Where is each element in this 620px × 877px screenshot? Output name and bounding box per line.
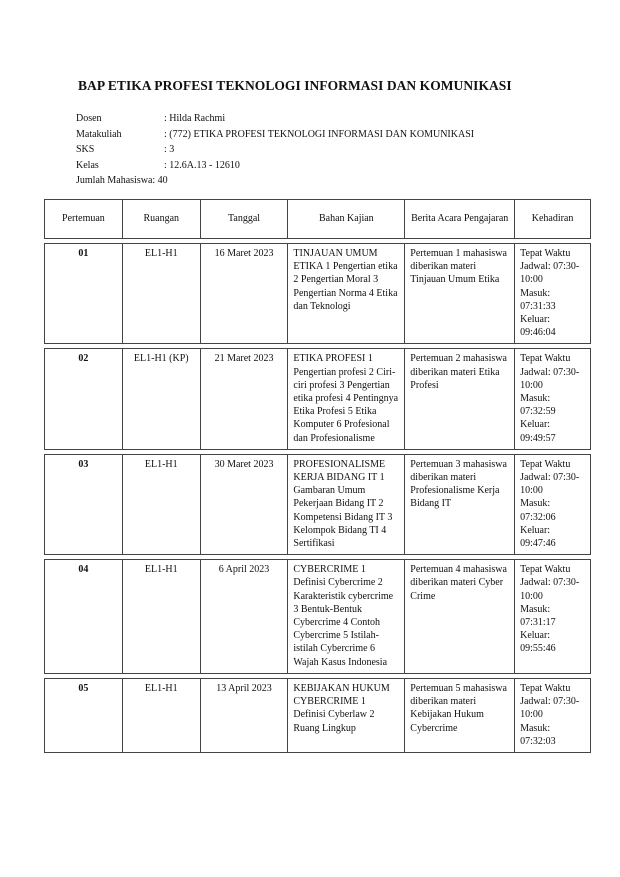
berita-acara-cell: Pertemuan 2 mahasiswa diberikan materi Etika Profesi bbox=[405, 349, 515, 449]
header-pertemuan: Pertemuan bbox=[45, 200, 123, 239]
info-row-dosen bbox=[76, 111, 474, 127]
kehadiran-keluar: Keluar: 09:47:46 bbox=[520, 524, 556, 550]
berita-acara-cell: Pertemuan 3 mahasiswa diberikan materi Profesionalisme Kerja Bidang IT bbox=[405, 454, 515, 554]
page-title: BAP ETIKA PROFESI TEKNOLOGI INFORMASI DAN KOMUNIKASI bbox=[78, 78, 512, 93]
info-value: : 12.6A.13 - 12610 bbox=[164, 159, 240, 171]
pertemuan-cell: 04 bbox=[45, 560, 123, 674]
ruangan-cell: EL1-H1 bbox=[122, 678, 200, 752]
info-row-sks bbox=[76, 142, 474, 158]
info-row-matakuliah bbox=[76, 127, 474, 143]
ruangan-cell: EL1-H1 bbox=[122, 244, 200, 344]
header-kehadiran: Kehadiran bbox=[515, 200, 591, 239]
bahan-kajian-cell: PROFESIONALISME KERJA BIDANG IT 1 Gambaran Umum Pekerjaan Bidang IT 2 Kompetensi Bidang IT 3 Kelompok Bidang TI 4 Sertifikasi bbox=[288, 454, 405, 554]
pertemuan-cell: 01 bbox=[45, 244, 123, 344]
pertemuan-cell: 03 bbox=[45, 454, 123, 554]
attendance-table bbox=[44, 199, 591, 753]
info-row-jumlah-mahasiswa bbox=[76, 173, 474, 189]
tanggal-cell: 6 April 2023 bbox=[200, 560, 288, 674]
kehadiran-cell bbox=[515, 454, 591, 554]
bahan-kajian-cell: TINJAUAN UMUM ETIKA 1 Pengertian etika 2 Pengertian Moral 3 Pengertian Norma 4 Etika dan Teknologi bbox=[288, 244, 405, 344]
kehadiran-cell bbox=[515, 244, 591, 344]
table-row bbox=[45, 560, 591, 674]
ruangan-cell: EL1-H1 bbox=[122, 454, 200, 554]
tanggal-cell: 16 Maret 2023 bbox=[200, 244, 288, 344]
kehadiran-keluar: Keluar: 09:46:04 bbox=[520, 314, 556, 339]
table-row bbox=[45, 244, 591, 344]
kehadiran-jadwal: Jadwal: 07:30-10:00 bbox=[520, 261, 580, 286]
info-label: Dosen bbox=[76, 113, 102, 124]
kehadiran-jadwal: Jadwal: 07:30-10:00 bbox=[520, 472, 580, 497]
kehadiran-status: Tepat Waktu bbox=[520, 248, 571, 259]
kehadiran-keluar: Keluar: 09:55:46 bbox=[520, 630, 556, 655]
info-label: Matakuliah bbox=[76, 128, 122, 140]
kehadiran-cell bbox=[515, 349, 591, 449]
header-ruangan: Ruangan bbox=[122, 200, 200, 239]
kehadiran-masuk: Masuk: 07:31:17 bbox=[520, 603, 556, 629]
table-row bbox=[45, 678, 591, 752]
info-row-kelas bbox=[76, 158, 474, 174]
berita-acara-cell: Pertemuan 5 mahasiswa diberikan materi Kebijakan Hukum Cybercrime bbox=[405, 678, 515, 752]
kehadiran-status: Tepat Waktu bbox=[520, 458, 571, 470]
kehadiran-status: Tepat Waktu bbox=[520, 564, 571, 576]
header-berita-acara: Berita Acara Pengajaran bbox=[405, 200, 515, 239]
kehadiran-masuk: Masuk: 07:32:59 bbox=[520, 393, 556, 418]
kehadiran-status: Tepat Waktu bbox=[520, 353, 571, 365]
tanggal-cell: 21 Maret 2023 bbox=[200, 349, 288, 449]
info-value: : 40 bbox=[152, 175, 168, 186]
info-value: : 3 bbox=[164, 144, 175, 155]
tanggal-cell: 30 Maret 2023 bbox=[200, 454, 288, 554]
ruangan-cell: EL1-H1 bbox=[122, 560, 200, 674]
header-bahan-kajian: Bahan Kajian bbox=[288, 200, 405, 239]
pertemuan-cell: 05 bbox=[45, 678, 123, 752]
kehadiran-cell bbox=[515, 560, 591, 674]
bahan-kajian-cell: ETIKA PROFESI 1 Pengertian profesi 2 Ciri-ciri profesi 3 Pengertian etika profesi 4 Pentingnya Etika Profesi 5 Etika Komputer 6 Profesional dan Profesionalisme bbox=[288, 349, 405, 449]
bahan-kajian-cell: CYBERCRIME 1 Definisi Cybercrime 2 Karakteristik cybercrime 3 Bentuk-Bentuk Cybercrime 4 Contoh Cybercrime 5 Istilah-istilah Cybercrime 6 Wajah Kasus Indonesia bbox=[288, 560, 405, 674]
kehadiran-jadwal: Jadwal: 07:30-10:00 bbox=[520, 577, 580, 602]
berita-acara-cell: Pertemuan 4 mahasiswa diberikan materi Cyber Crime bbox=[405, 560, 515, 674]
pertemuan-cell: 02 bbox=[45, 349, 123, 449]
kehadiran-masuk: Masuk: 07:32:03 bbox=[520, 722, 556, 747]
ruangan-cell: EL1-H1 (KP) bbox=[122, 349, 200, 449]
info-label: SKS bbox=[76, 144, 95, 155]
info-value: : (772) ETIKA PROFESI TEKNOLOGI INFORMASI DAN KOMUNIKASI bbox=[164, 128, 475, 140]
tanggal-cell: 13 April 2023 bbox=[200, 678, 288, 752]
kehadiran-masuk: Masuk: 07:31:33 bbox=[520, 287, 556, 312]
table-row bbox=[45, 454, 591, 554]
kehadiran-jadwal: Jadwal: 07:30-10:00 bbox=[520, 366, 580, 391]
info-value: : Hilda Rachmi bbox=[164, 113, 226, 124]
kehadiran-status: Tepat Waktu bbox=[520, 682, 571, 694]
kehadiran-keluar: Keluar: 09:49:57 bbox=[520, 419, 556, 444]
kehadiran-jadwal: Jadwal: 07:30-10:00 bbox=[520, 696, 580, 721]
info-label: Kelas bbox=[76, 159, 99, 171]
berita-acara-cell: Pertemuan 1 mahasiswa diberikan materi Tinjauan Umum Etika bbox=[405, 244, 515, 344]
kehadiran-cell bbox=[515, 678, 591, 752]
bahan-kajian-cell: KEBIJAKAN HUKUM CYBERCRIME 1 Definisi Cyberlaw 2 Ruang Lingkup bbox=[288, 678, 405, 752]
table-header-row bbox=[45, 200, 591, 239]
info-label: Jumlah Mahasiswa bbox=[76, 175, 153, 186]
table-row bbox=[45, 349, 591, 449]
kehadiran-masuk: Masuk: 07:32:06 bbox=[520, 498, 556, 523]
header-tanggal: Tanggal bbox=[200, 200, 288, 239]
course-info bbox=[76, 111, 474, 189]
